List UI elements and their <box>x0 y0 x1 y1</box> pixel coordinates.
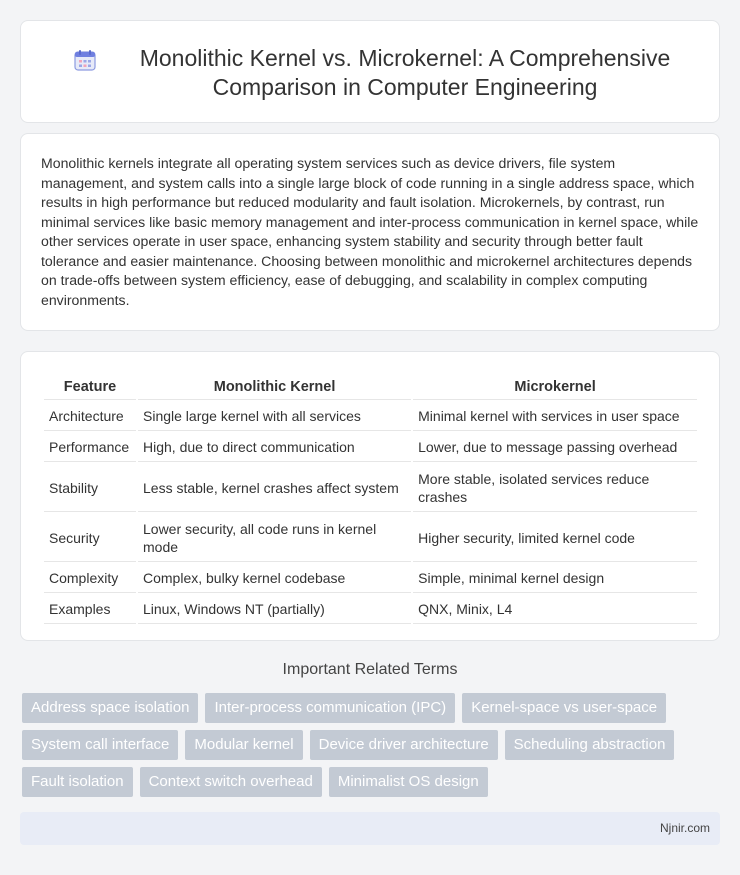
table-row <box>44 595 697 624</box>
comparison-card <box>20 351 720 641</box>
feature-cell: Examples <box>44 595 136 624</box>
monolithic-cell: High, due to direct communication <box>138 433 411 462</box>
table-row <box>44 464 697 512</box>
related-term-tag[interactable]: Modular kernel <box>185 730 302 760</box>
related-term-tag[interactable]: Address space isolation <box>22 693 198 723</box>
feature-cell: Stability <box>44 464 136 512</box>
description-text: Monolithic kernels integrate all operating system services such as device drivers, file system management, and system calls into a single large block of code running in a single address space, which results in high performance but reduced modularity and fault isolation. Microkernels, by contrast, run minimal services like basic memory management and inter-process communication in kernel space, while other services operate in user space, enhancing system stability and security through better fault tolerance and easier maintenance. Choosing between monolithic and microkernel architectures depends on trade-offs between system efficiency, ease of debugging, and scalability in complex computing environments. <box>41 155 699 308</box>
monolithic-cell: Less stable, kernel crashes affect system <box>138 464 411 512</box>
related-term-tag[interactable]: Context switch overhead <box>140 767 322 797</box>
description-card <box>20 133 720 331</box>
monolithic-cell: Single large kernel with all services <box>138 402 411 431</box>
feature-cell: Performance <box>44 433 136 462</box>
related-term-tag[interactable]: Minimalist OS design <box>329 767 488 797</box>
microkernel-cell: QNX, Minix, L4 <box>413 595 697 624</box>
feature-cell: Complexity <box>44 564 136 593</box>
microkernel-cell: Minimal kernel with services in user space <box>413 402 697 431</box>
monolithic-cell: Complex, bulky kernel codebase <box>138 564 411 593</box>
table-row <box>44 564 697 593</box>
related-term-tag[interactable]: Kernel-space vs user-space <box>462 693 666 723</box>
feature-cell: Architecture <box>44 402 136 431</box>
footer-site-name: Njnir.com <box>659 821 710 835</box>
related-term-tag[interactable]: Device driver architecture <box>310 730 498 760</box>
column-header: Feature <box>44 374 136 400</box>
related-term-tag[interactable]: Scheduling abstraction <box>505 730 675 760</box>
footer <box>20 812 720 845</box>
related-term-tag[interactable]: System call interface <box>22 730 178 760</box>
monolithic-cell: Linux, Windows NT (partially) <box>138 595 411 624</box>
column-header: Microkernel <box>413 374 697 400</box>
microkernel-cell: Simple, minimal kernel design <box>413 564 697 593</box>
title-card <box>20 20 720 123</box>
table-header-row <box>44 374 697 400</box>
monolithic-cell: Lower security, all code runs in kernel mode <box>138 514 411 562</box>
related-term-tag[interactable]: Inter-process communication (IPC) <box>205 693 455 723</box>
microkernel-cell: Lower, due to message passing overhead <box>413 433 697 462</box>
page-title: Monolithic Kernel vs. Microkernel: A Comprehensive Comparison in Computer Engineering <box>139 45 671 100</box>
feature-cell: Security <box>44 514 136 562</box>
comparison-table <box>42 372 699 626</box>
related-term-tag[interactable]: Fault isolation <box>22 767 133 797</box>
related-terms-heading: Important Related Terms <box>282 661 458 678</box>
column-header: Monolithic Kernel <box>138 374 411 400</box>
table-row <box>44 514 697 562</box>
related-terms-list <box>22 693 722 797</box>
table-row <box>44 433 697 462</box>
microkernel-cell: Higher security, limited kernel code <box>413 514 697 562</box>
table-row <box>44 402 697 431</box>
microkernel-cell: More stable, isolated services reduce crashes <box>413 464 697 512</box>
